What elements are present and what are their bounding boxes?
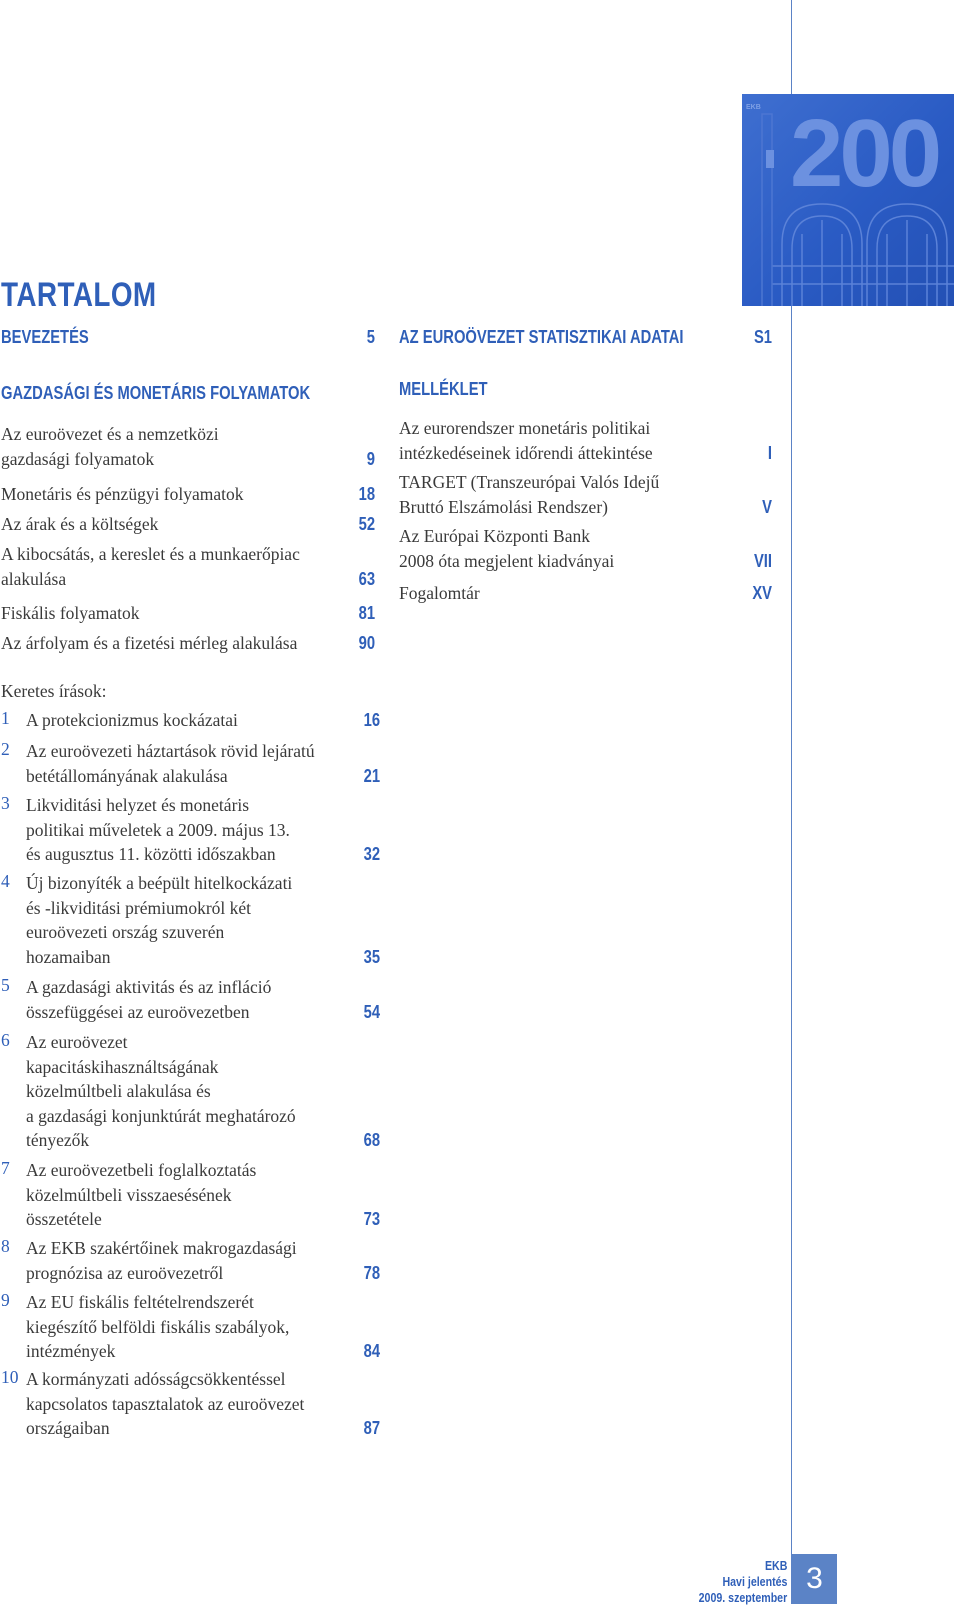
box-entry-page[interactable]: 78 — [363, 1262, 380, 1283]
toc-entry-line[interactable]: Monetáris és pénzügyi folyamatok — [1, 484, 244, 504]
annex-entry-line[interactable]: 2008 óta megjelent kiadványai — [399, 550, 615, 571]
box-entry-line[interactable]: A gazdasági aktivitás és az infláció — [26, 977, 272, 997]
box-entry-line[interactable]: kapacitáskihasználtságának — [26, 1056, 219, 1077]
annex-entry-line[interactable]: Az Európai Központi Bank — [399, 526, 590, 546]
box-number: 2 — [1, 739, 10, 759]
box-entry-line[interactable]: hozamaiban — [26, 946, 111, 967]
annex-entry-page[interactable]: VII — [753, 550, 772, 571]
banknote-denomination: 200 — [790, 100, 939, 207]
box-entry-line[interactable]: Likviditási helyzet és monetáris — [26, 795, 250, 815]
annex-entry-page[interactable]: V — [762, 496, 772, 517]
toc-entry-line[interactable]: gazdasági folyamatok — [1, 448, 155, 469]
page-title: TARTALOM — [1, 276, 157, 314]
box-number: 10 — [1, 1367, 19, 1387]
annex-entry-page[interactable]: I — [767, 442, 772, 463]
box-entry-page[interactable]: 32 — [363, 844, 380, 864]
toc-entry-line[interactable]: Az árfolyam és a fizetési mérleg alakulása — [1, 633, 298, 653]
box-number: 5 — [1, 975, 10, 995]
footer-date: 2009. szeptember — [698, 1591, 787, 1605]
box-entry-line[interactable]: és -likviditási prémiumokról két — [26, 897, 252, 918]
toc-entry-page[interactable]: 81 — [358, 603, 375, 623]
box-number: 1 — [1, 708, 10, 728]
banknote-image — [742, 94, 954, 306]
box-entry-line[interactable]: Az EKB szakértőinek makrogazdasági — [26, 1238, 297, 1258]
box-number: 6 — [1, 1030, 10, 1050]
box-entry-line[interactable]: tényezők — [26, 1130, 90, 1150]
toc-entry-line[interactable]: alakulása — [1, 568, 67, 589]
box-entry-line[interactable]: országaiban — [26, 1418, 110, 1438]
box-entry-line[interactable]: euroövezeti ország szuverén — [26, 922, 225, 942]
box-entry-line[interactable]: Az euroövezeti háztartások rövid lejáratú — [26, 741, 315, 761]
box-entry-line[interactable]: betétállományának alakulása — [26, 765, 228, 786]
box-entry-page[interactable]: 87 — [363, 1418, 380, 1438]
annex-entry-line[interactable]: Az eurorendszer monetáris politikai — [399, 418, 651, 438]
box-entry-line[interactable]: A protekcionizmus kockázatai — [26, 710, 238, 730]
box-entry-page[interactable]: 16 — [363, 710, 380, 730]
box-number: 8 — [1, 1236, 10, 1256]
toc-entry-line[interactable]: Az árak és a költségek — [1, 514, 159, 534]
boxes-title: Keretes írások: — [1, 681, 107, 701]
box-entry-page[interactable]: 54 — [363, 1001, 380, 1022]
box-entry-page[interactable]: 35 — [363, 946, 380, 967]
box-entry-line[interactable]: Az EU fiskális feltételrendszerét — [26, 1292, 254, 1312]
box-entry-line[interactable]: és augusztus 11. közötti időszakban — [26, 844, 276, 864]
box-entry-line[interactable]: Az euroövezetbeli foglalkoztatás — [26, 1160, 257, 1180]
box-entry-line[interactable]: Az euroövezet — [26, 1032, 128, 1052]
box-entry-page[interactable]: 68 — [363, 1130, 380, 1150]
box-entry-page[interactable]: 84 — [363, 1341, 380, 1361]
box-entry-page[interactable]: 73 — [363, 1209, 380, 1229]
box-number: 7 — [1, 1158, 10, 1178]
box-entry-line[interactable]: A kormányzati adósságcsökkentéssel — [26, 1369, 286, 1389]
section-heading-economic: GAZDASÁGI ÉS MONETÁRIS FOLYAMATOK — [1, 383, 311, 403]
annex-entry-line[interactable]: TARGET (Transzeurópai Valós Idejű — [399, 472, 660, 492]
box-entry-line[interactable]: összetétele — [26, 1209, 102, 1229]
toc-entry-page[interactable]: 9 — [366, 448, 375, 469]
annex-entry-line[interactable]: intézkedéseinek időrendi áttekintése — [399, 442, 653, 463]
toc-stats-label[interactable]: AZ EUROÖVEZET STATISZTIKAI ADATAI — [399, 327, 684, 347]
section-heading-annex: MELLÉKLET — [399, 379, 488, 399]
footer-ekb: EKB — [764, 1559, 787, 1573]
banknote-ekb-label: EKB — [746, 104, 761, 111]
box-number: 9 — [1, 1290, 10, 1310]
annex-entry-page[interactable]: XV — [752, 583, 772, 603]
toc-entry-line[interactable]: Az euroövezet és a nemzetközi — [1, 424, 219, 444]
toc-entry-line[interactable]: Fiskális folyamatok — [1, 603, 140, 623]
box-entry-line[interactable]: kiegészítő belföldi fiskális szabályok, — [26, 1316, 290, 1337]
toc-entry-page[interactable]: 63 — [358, 568, 375, 589]
page-number: 3 — [792, 1554, 837, 1604]
box-entry-line[interactable]: kapcsolatos tapasztalatok az euroövezet — [26, 1393, 305, 1414]
box-entry-line[interactable]: közelmúltbeli visszaesésének — [26, 1184, 232, 1205]
box-number: 4 — [1, 871, 10, 891]
toc-stats-page[interactable]: S1 — [753, 327, 772, 347]
box-entry-line[interactable]: közelmúltbeli alakulása és — [26, 1081, 211, 1101]
toc-entry-page[interactable]: 90 — [358, 633, 375, 653]
box-entry-line[interactable]: intézmények — [26, 1341, 116, 1361]
toc-entry-page[interactable]: 52 — [358, 514, 375, 534]
footer-publication: Havi jelentés — [722, 1575, 787, 1589]
toc-entry-line[interactable]: A kibocsátás, a kereslet és a munkaerőpiac — [1, 544, 300, 564]
box-entry-line[interactable]: prognózisa az euroövezetről — [26, 1262, 224, 1283]
annex-entry-line[interactable]: Fogalomtár — [399, 583, 480, 603]
toc-intro-label[interactable]: BEVEZETÉS — [1, 327, 89, 347]
box-entry-page[interactable]: 21 — [363, 765, 380, 786]
box-entry-line[interactable]: Új bizonyíték a beépült hitelkockázati — [26, 873, 293, 893]
box-entry-line[interactable]: politikai műveletek a 2009. május 13. — [26, 819, 290, 840]
box-entry-line[interactable]: összefüggései az euroövezetben — [26, 1001, 250, 1022]
box-entry-line[interactable]: a gazdasági konjunktúrát meghatározó — [26, 1105, 296, 1126]
toc-intro-page[interactable]: 5 — [366, 327, 375, 347]
toc-entry-page[interactable]: 18 — [358, 484, 375, 504]
box-number: 3 — [1, 793, 10, 813]
annex-entry-line[interactable]: Bruttó Elszámolási Rendszer) — [399, 496, 608, 517]
